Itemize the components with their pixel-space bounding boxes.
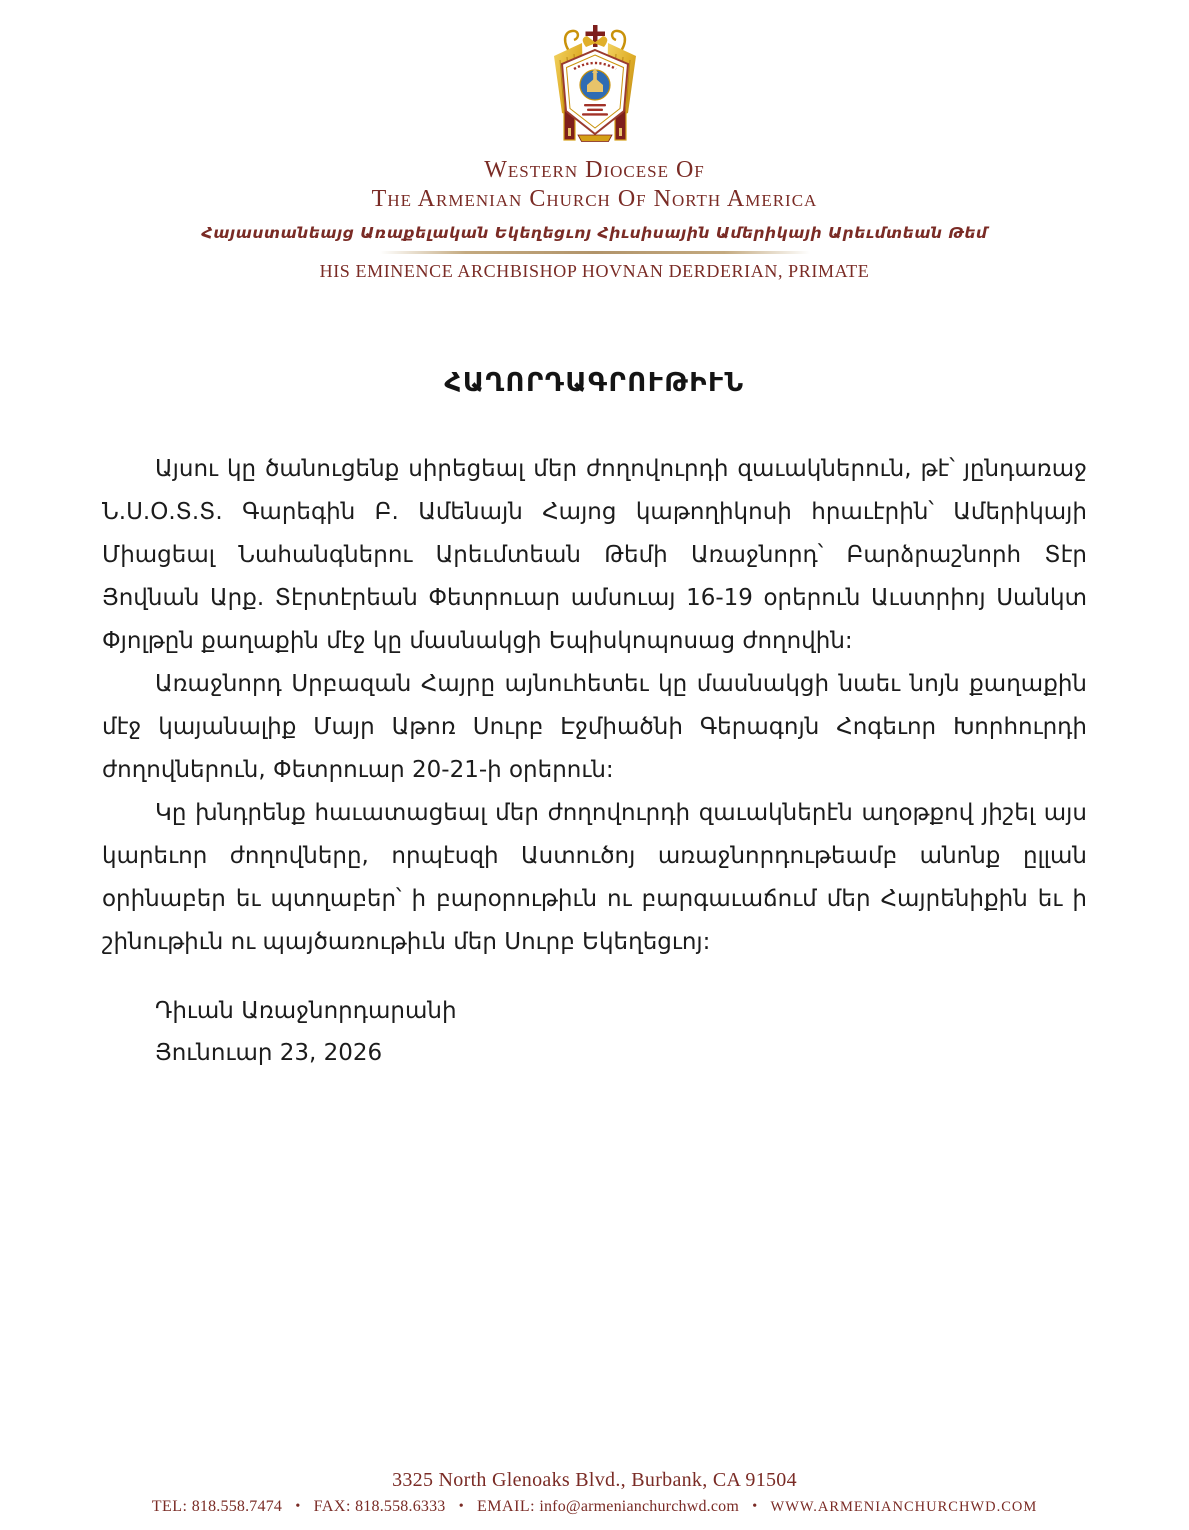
fax-label: FAX: [313, 1498, 351, 1515]
date-line: Յունուար 23, 2026 [155, 1039, 383, 1066]
letter-paragraphs [102, 448, 1087, 964]
diocese-emblem-logo [0, 24, 1189, 148]
letterhead [0, 0, 1189, 282]
primate-line: HIS EMINENCE ARCHBISHOP HOVNAN DERDERIAN, PRIMATE [319, 260, 870, 281]
org-name-line2: The Armenian Church Of North America [371, 185, 818, 212]
paragraph-3: Կը խնդրենք հաւատացեալ մեր ժողովուրդի զաւակներէն աղօթքով յիշել այս կարեւոր ժողովները, որպէսզի Աստուծոյ առաջնորդութեամբ անոնք ըլլան օրինաբեր եւ պտղաբեր՝ ի բարօրութիւն ու բարգաւաճում մեր Հայրենիքին եւ ի շինութիւն ու պայծառութիւն մեր Սուրբ Եկեղեցւոյ: [102, 799, 1087, 955]
paragraph-2: Առաջնորդ Սրբազան Հայրը այնուհետեւ կը մասնակցի նաեւ նոյն քաղաքին մէջ կայանալիք Մայր Աթոռ Սուրբ Էջմիածնի Գերագոյն Հոգեւոր Խորհուրդի ժողովներուն, Փետրուար 20-21-ի օրերուն: [102, 670, 1087, 783]
page-footer [0, 1469, 1189, 1516]
footer-contacts [0, 1498, 1189, 1516]
footer-address: 3325 North Glenoaks Blvd., Burbank, CA 91504 [392, 1469, 797, 1491]
diocese-emblem-icon [540, 24, 650, 148]
org-name-line1: Western Diocese Of [484, 157, 705, 183]
paragraph-1: Այսու կը ծանուցենք սիրեցեալ մեր ժողովուրդի զաւակներուն, թէ՝ յընդառաջ Ն.Ս.Օ.Տ.Տ. Գարեգին Բ. Ամենայն Հայոց կաթողիկոսի հրաւէրին՝ Ամերիկայի Միացեալ Նահանգներու Արեւմտեան Թեմի Առաջնորդ՝ Բարձրաշնորհ Տէր Յովնան Արք. Տէրտէրեան Փետրուար ամսուայ 16-19 օրերուն Աւստրիոյ Սանկտ Փյոլթըն քաղաքին մէջ կը մասնակցի Եպիսկոպոսաց ժողովին: [102, 455, 1087, 654]
bullet-separator: • [752, 1499, 758, 1514]
letter-title: ՀԱՂՈՐԴԱԳՐՈՒԹԻՒՆ [444, 367, 745, 398]
tel-label: TEL: [151, 1498, 188, 1515]
signature-line: Դիւան Առաջնորդարանի [155, 997, 457, 1024]
signature-block [102, 990, 1087, 1074]
header-divider [380, 251, 810, 254]
org-name-armenian: Հայաստանեայց Առաքելական Եկեղեցւոյ Հիւսիսային Ամերիկայի Արեւմտեան Թեմ [201, 223, 988, 242]
bullet-separator: • [458, 1499, 464, 1514]
website-value: WWW.ARMENIANCHURCHWD.COM [770, 1499, 1038, 1515]
ribbon-icon [578, 135, 612, 142]
email-label: EMAIL: [477, 1498, 536, 1515]
tel-value: 818.558.7474 [191, 1498, 283, 1515]
fax-value: 818.558.6333 [355, 1498, 446, 1515]
letter-body [0, 368, 1189, 1074]
bullet-separator: • [295, 1499, 301, 1514]
email-value: info@armenianchurchwd.com [539, 1498, 739, 1515]
